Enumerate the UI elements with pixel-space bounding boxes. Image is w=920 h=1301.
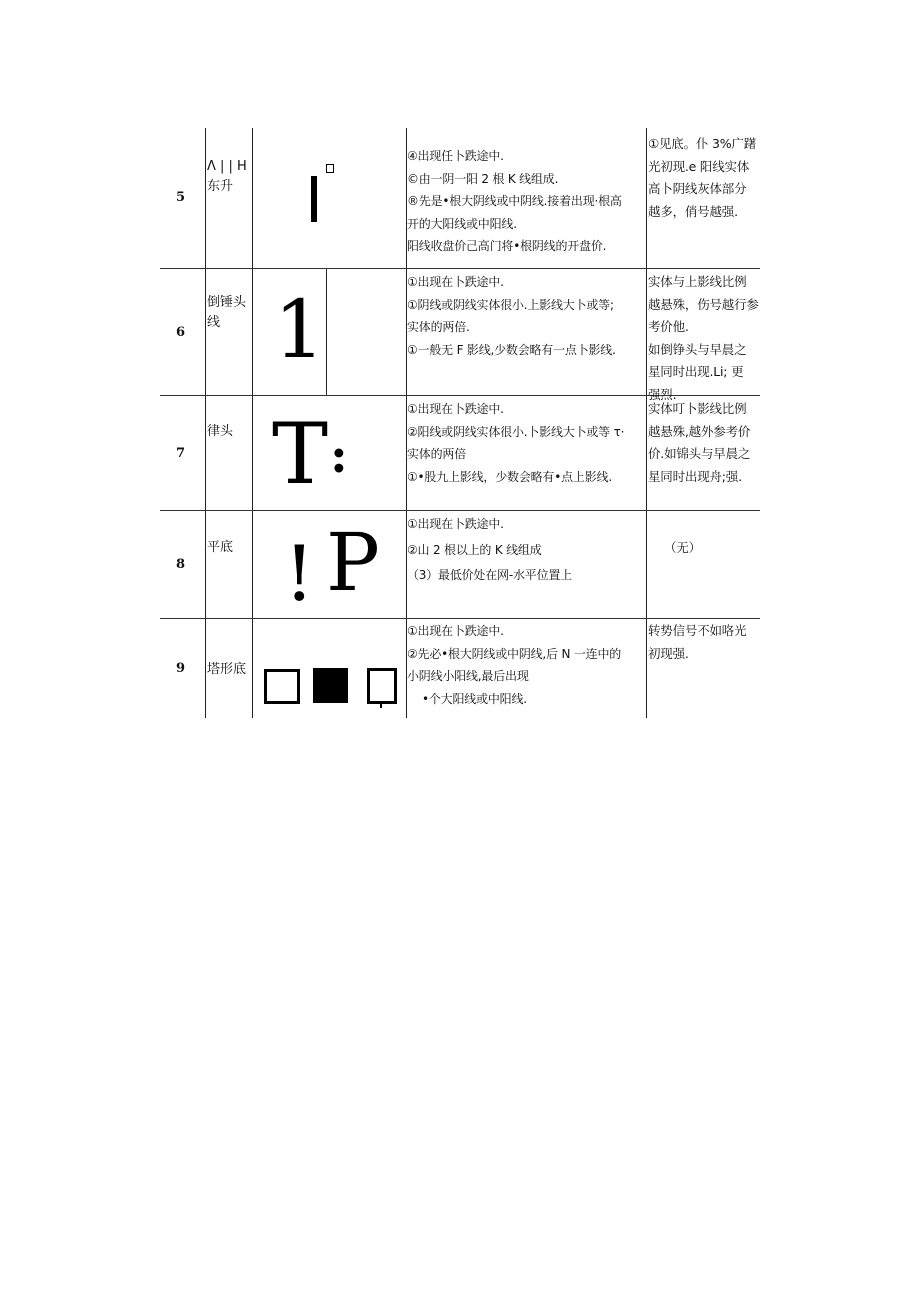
pattern-name: 塔形底 — [207, 662, 247, 677]
column-divider — [646, 128, 647, 718]
pattern-name: Λ | | H 东升 — [207, 159, 247, 194]
candlestick-hollow — [264, 669, 300, 704]
candlestick-glyph: ! — [284, 529, 315, 618]
pattern-note: ①见底。仆 3%广躇 光初现.e 阳线实体 高卜阴线灰体部分 越多，俏号越强. — [648, 136, 757, 219]
pattern-description: ④出现任卜跌途中. ©由一阴一阳 2 根 K 线组成. ®先是•根大阴线或中阴线.接着出现·根高 开的大阳线或中阳线. 阳线收盘价己高门将•根阴线的开盘价. — [407, 149, 622, 253]
row-divider — [160, 618, 760, 619]
row-number: 9 — [176, 661, 186, 676]
figure-subdivider — [326, 268, 327, 395]
row-number: 7 — [176, 446, 186, 461]
row-divider — [160, 268, 760, 269]
candlestick-filled — [313, 668, 348, 703]
pattern-description: ①出现在卜跌途中. ①阴线或阴线实体很小.上影线大卜或等; 实体的两倍. ①一般无 F 影线,少数会略有一点卜影线. — [407, 275, 616, 357]
pattern-note: （无） — [664, 540, 701, 555]
pattern-description: ①出现在卜跌途中. ②山 2 根以上的 K 线组成 （3）最低价处在网-水平位置上 — [407, 517, 572, 582]
pattern-description: ①出现在卜跌途中. ②先必•根大阴线或中阴线,后 N 一连中的 小阴线小阳线,最后出现 •个大阳线或中阳线. — [407, 624, 622, 706]
candlestick-glyph: P — [326, 516, 380, 609]
candlestick-glyph: T — [272, 405, 329, 503]
pattern-note: 实体叮卜影线比例 越悬殊,越外参考价 价.如锦头与早晨之 星同时出现舟;强. — [648, 401, 751, 484]
row-number: 6 — [176, 325, 186, 340]
candlestick-bar — [311, 176, 317, 222]
pattern-name: 倒锤头 线 — [207, 295, 247, 330]
row-number: 5 — [176, 190, 186, 205]
pattern-note: 实体与上影线比例 越悬殊，伤号越行参 考价他. 如倒铮头与早晨之 星同时出现.Li; 更 强烈. — [648, 274, 759, 402]
row-number: 8 — [176, 557, 186, 572]
candlestick-hollow — [367, 668, 397, 704]
candlestick-small-box — [326, 164, 334, 173]
candlestick-glyph: : — [330, 428, 348, 484]
pattern-name: 平底 — [207, 540, 234, 555]
candlestick-glyph: 1 — [274, 283, 325, 376]
candlestick-wick — [380, 704, 382, 708]
pattern-description: ①出现在卜跌途中. ②阳线或阴线实体很小.卜影线大卜或等 τ· 实体的两倍 ①•股九上影线，少数会略有•点上影线. — [407, 402, 625, 484]
pattern-name: 律头 — [207, 424, 234, 439]
pattern-note: 转势信号不如咯光 初现强. — [648, 623, 747, 661]
row-divider — [160, 510, 760, 511]
column-divider — [205, 128, 206, 718]
column-divider — [252, 128, 253, 718]
